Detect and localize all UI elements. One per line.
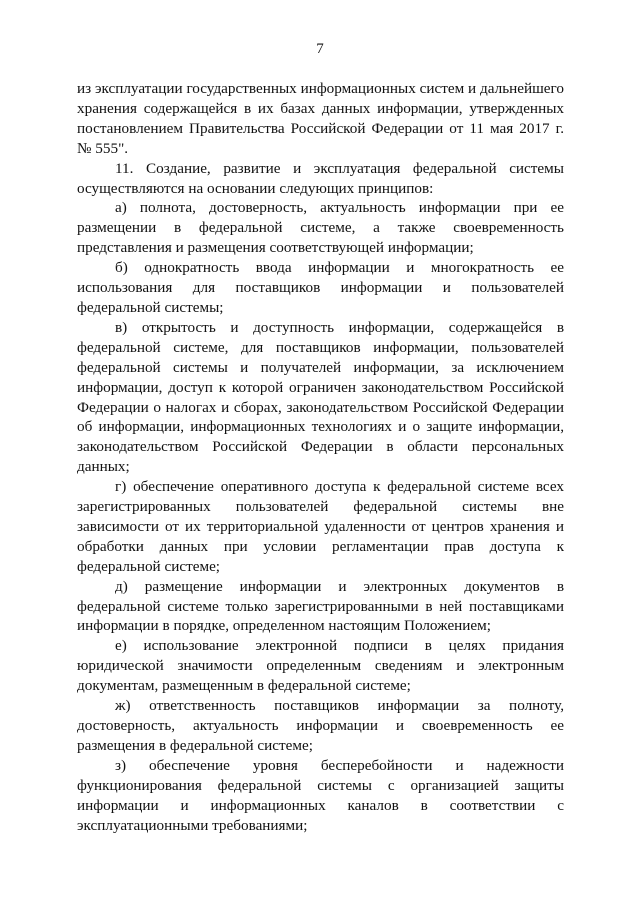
paragraph-item-d: д) размещение информации и электронных документов в федеральной системе только зарегистрированными в ней поставщиками информации в порядке, определенном настоящим Положением; [77, 577, 564, 635]
document-body [77, 79, 564, 835]
paragraph-item-a: а) полнота, достоверность, актуальность информации при ее размещении в федеральной системе, а также своевременность представления и размещения соответствующей информации; [77, 199, 564, 257]
paragraph-item-e: е) использование электронной подписи в целях придания юридической значимости определенным сведениям и электронным документам, размещенным в федеральной системе; [77, 637, 564, 695]
paragraph-item-zh: ж) ответственность поставщиков информации за полноту, достоверность, актуальность информации и своевременность ее размещения в федеральной системе; [77, 697, 564, 754]
paragraph-item-g: г) обеспечение оперативного доступа к федеральной системе всех зарегистрированных пользователей федеральной системы вне зависимости от их территориальной удаленности от центров хранения и обработки данных при условии регламентации прав доступа к федеральной системе; [77, 478, 564, 575]
paragraph-item-v: в) открытость и доступность информации, содержащейся в федеральной системе, для поставщиков информации, пользователей федеральной системы и получателей информации, за исключением информации, доступ к которой ограничен законодательством Российской Федерации о налогах и сборах, законодательством Российской Федерации об информации, информационных технологиях и о защите информации, законодательством Российской Федерации в области персональных данных; [77, 318, 564, 476]
paragraph-item-z: з) обеспечение уровня бесперебойности и надежности функционирования федеральной системы с организацией защиты информации и информационных каналов в соответствии с эксплуатационными требованиями; [77, 756, 564, 834]
paragraph-item-11: 11. Создание, развитие и эксплуатация федеральной системы осуществляются на основании следующих принципов: [77, 159, 564, 197]
paragraph-continuation: из эксплуатации государственных информационных систем и дальнейшего хранения содержащейся в их базах данных информации, утвержденных постановлением Правительства Российской Федерации от 11 мая 2017 г. № 555". [77, 80, 564, 157]
paragraph-item-b: б) однократность ввода информации и многократность ее использования для поставщиков информации и пользователей федеральной системы; [77, 259, 564, 316]
page-number: 7 [316, 41, 324, 57]
